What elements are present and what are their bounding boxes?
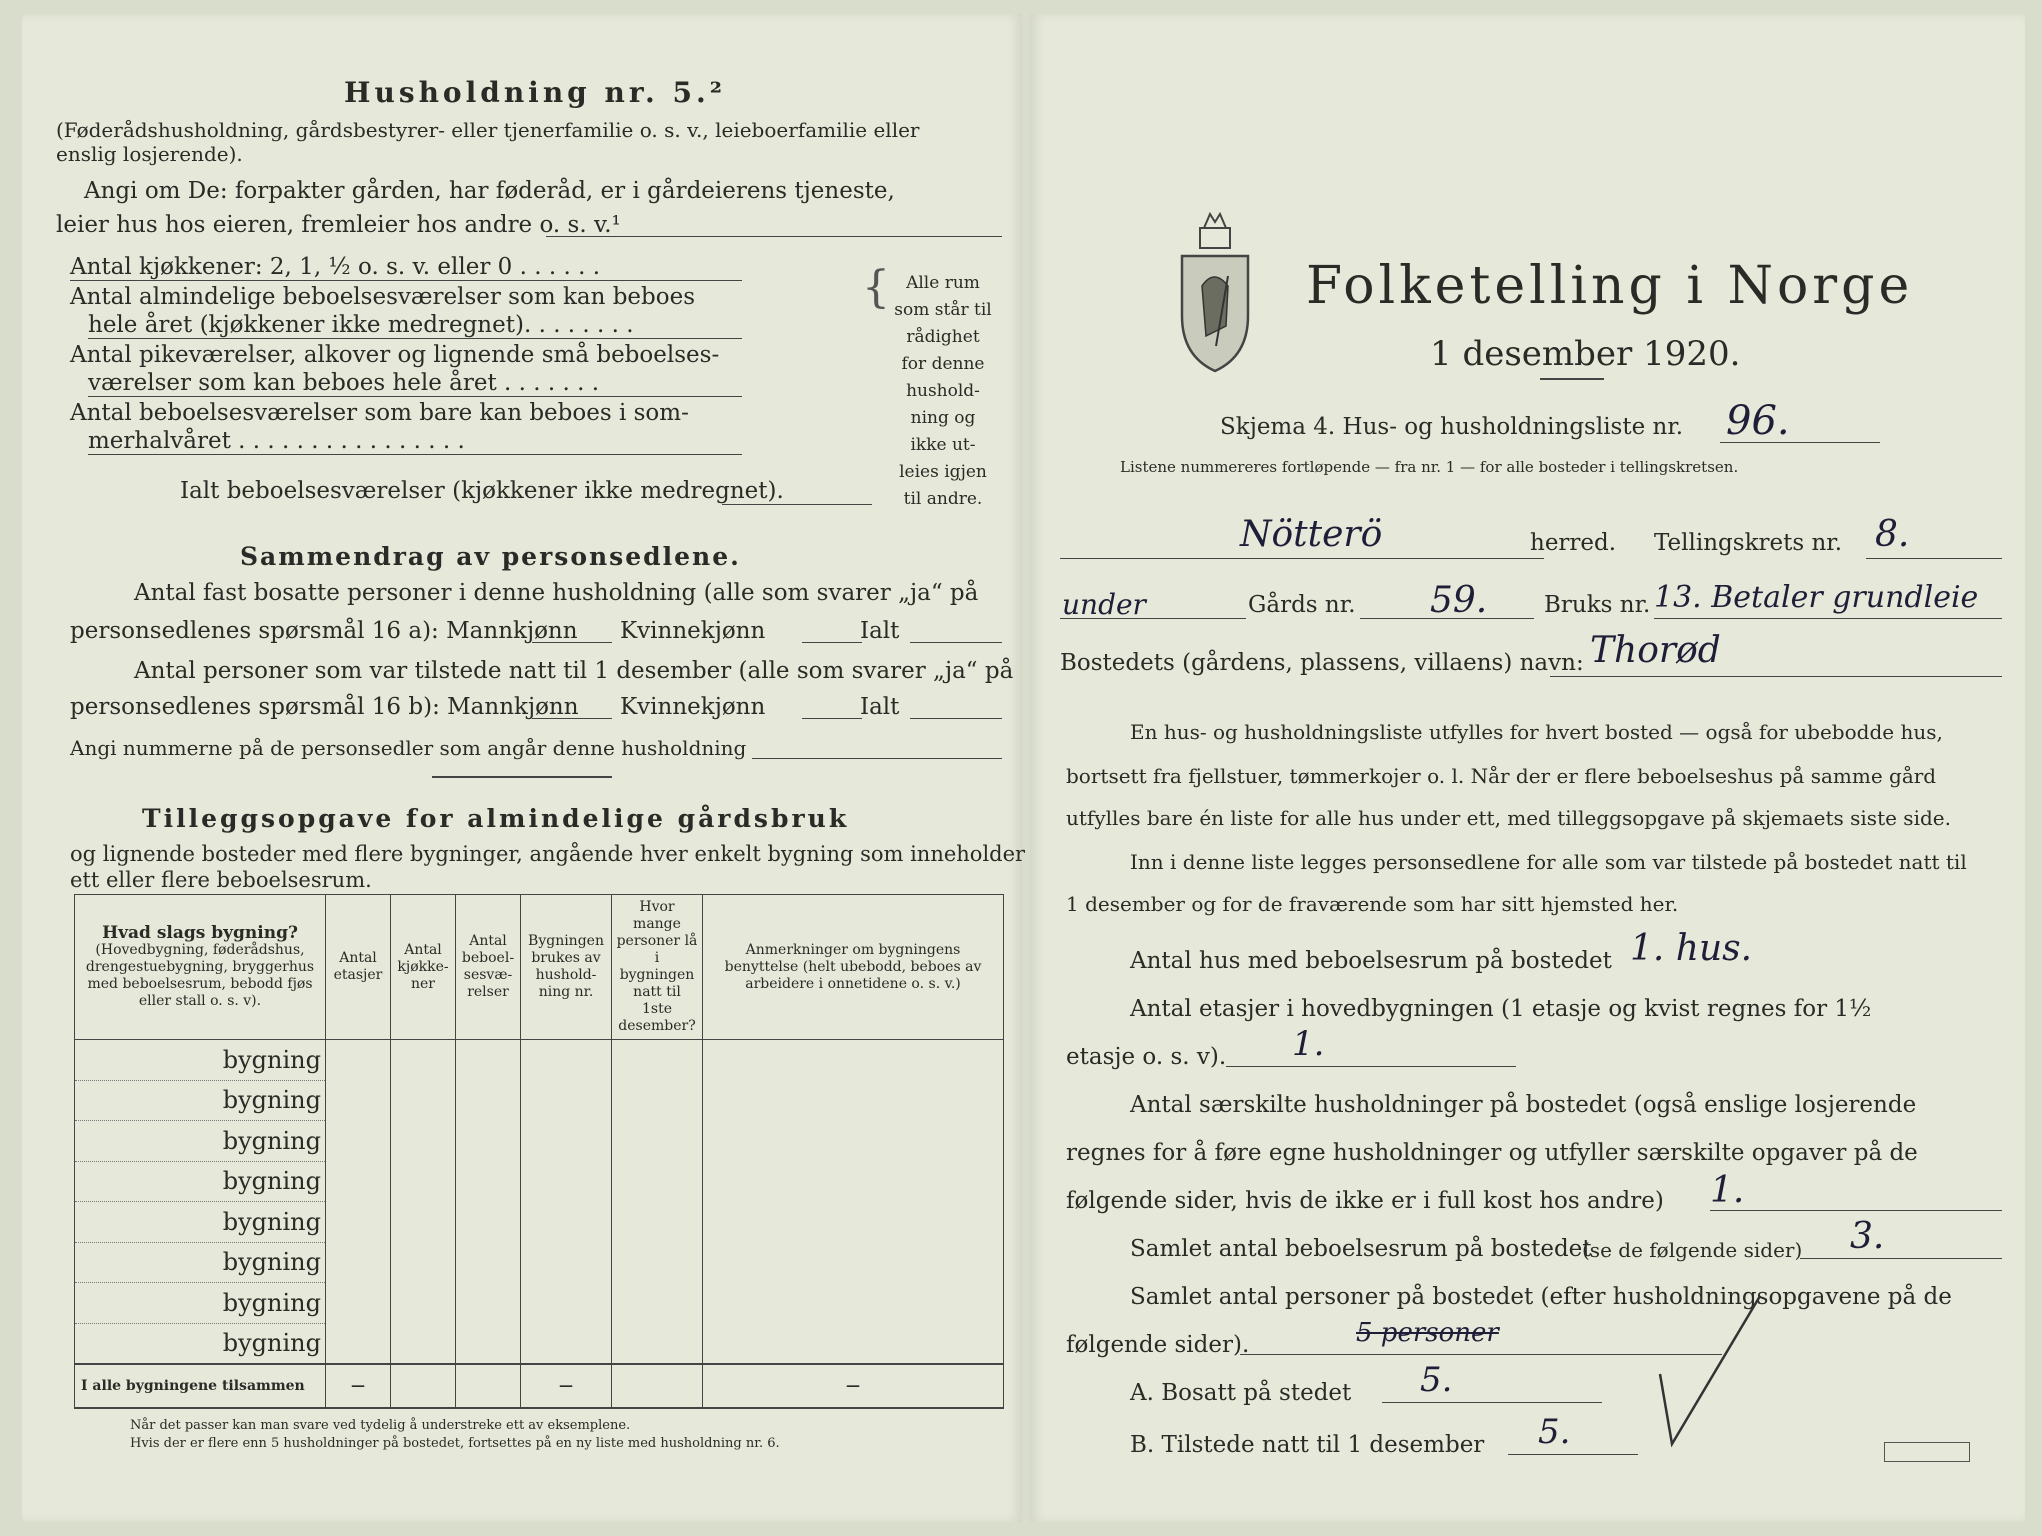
total-rooms-label: Ialt beboelsesværelser (kjøkkener ikke medregnet). [180, 478, 784, 504]
table-cell [326, 1283, 391, 1324]
building-row-label: bygning [75, 1121, 326, 1162]
table-cell [521, 1283, 612, 1324]
sersk-line-3: følgende sider, hvis de ikke er i full kost hos andre) [1066, 1188, 1664, 1214]
household-subtitle-2: enslig losjerende). [56, 142, 243, 166]
tellingskrets-label: Tellingskrets nr. [1654, 530, 1843, 556]
sum-dash: — [521, 1364, 612, 1408]
bruks-number: 13. Betaler grundleie [1654, 580, 1979, 615]
table-row [75, 1202, 1004, 1243]
table-cell [456, 1323, 521, 1364]
tilstede-label: B. Tilstede natt til 1 desember [1130, 1432, 1485, 1458]
col-header-rooms: Antal beboel-sesvæ-relser [456, 895, 521, 1040]
table-cell [521, 1121, 612, 1162]
samlet-pers-line-1: Samlet antal personer på bostedet (efter husholdningsopgavene på de [1130, 1284, 1952, 1310]
summary-title: Sammendrag av personsedlene. [240, 542, 741, 571]
skjema-number: 96. [1726, 398, 1790, 444]
table-cell [703, 1161, 1004, 1202]
hus-value: 1. hus. [1630, 928, 1753, 969]
table-cell [326, 1040, 391, 1081]
table-cell [391, 1040, 456, 1081]
table-row [75, 1161, 1004, 1202]
sersk-line-2: regnes for å føre egne husholdninger og utfyller særskilte opgaver på de [1066, 1140, 1918, 1166]
summary-line-1a: Antal fast bosatte personer i denne husholdning (alle som svarer „ja“ på [134, 580, 979, 606]
etasjer-value: 1. [1292, 1024, 1325, 1064]
table-row [75, 1242, 1004, 1283]
footnote-2: Hvis der er flere enn 5 husholdninger på bostedet, fortsettes på en ny liste med husholdning nr. 6. [130, 1436, 780, 1451]
skjema-label: Skjema 4. Hus- og husholdningsliste nr. [1220, 414, 1684, 440]
summary-line-2a: Antal personer som var tilstede natt til 1 desember (alle som svarer „ja“ på [134, 658, 1014, 684]
bosted-value: Thorød [1590, 630, 1721, 671]
footnote-1: Når det passer kan man svare ved tydelig å understreke ett av eksemplene. [130, 1418, 631, 1433]
listene-note: Listene nummereres fortløpende — fra nr. 1 — for alle bosteder i tellingskretsen. [1120, 458, 1739, 476]
census-title: Folketelling i Norge [1306, 256, 1914, 316]
sersk-line-1: Antal særskilte husholdninger på bostedet (også enslige losjerende [1130, 1092, 1917, 1118]
table-cell [391, 1364, 456, 1408]
angi-nummerne: Angi nummerne på de personsedler som angår denne husholdning [70, 736, 747, 760]
household-subtitle: (Føderådshusholdning, gårdsbestyrer- eller tjenerfamilie o. s. v., leieboerfamilie eller [56, 118, 920, 142]
col-header-persons: Hvor mange personer lå i bygningen natt til 1ste desember? [612, 895, 703, 1040]
bosted-label: Bostedets (gårdens, plassens, villaens) navn: [1060, 650, 1584, 676]
herred-value: Nötterö [1240, 514, 1383, 555]
table-cell [612, 1121, 703, 1162]
table-cell [456, 1364, 521, 1408]
samlet-rom-value: 3. [1850, 1216, 1885, 1257]
tellingskrets-number: 8. [1875, 514, 1910, 555]
table-cell [456, 1242, 521, 1283]
table-cell [521, 1202, 612, 1243]
tilstede-value: 5. [1538, 1412, 1571, 1452]
table-cell [703, 1323, 1004, 1364]
building-row-label: bygning [75, 1202, 326, 1243]
bruks-label: Bruks nr. [1544, 592, 1651, 618]
hus-label: Antal hus med beboelsesrum på bostedet [1130, 948, 1612, 974]
under-value: under [1062, 588, 1146, 621]
col-header-type: Hvad slags bygning? (Hovedbygning, føderådshus, drengestuebygning, bryggerhus med beboelsesrum, bebodd fjøs eller stall o. s. v). [75, 895, 326, 1040]
table-cell [612, 1080, 703, 1121]
col-header-kitchens: Antal kjøkke-ner [391, 895, 456, 1040]
etasjer-line-2: etasje o. s. v). [1066, 1044, 1227, 1070]
table-cell [391, 1242, 456, 1283]
table-cell [391, 1283, 456, 1324]
table-cell [612, 1364, 703, 1408]
gards-number: 59. [1430, 580, 1488, 621]
table-cell [612, 1040, 703, 1081]
table-cell [456, 1121, 521, 1162]
angi-line-2: leier hus hos eieren, fremleier hos andre o. s. v.¹ [56, 212, 621, 238]
right-page [1030, 14, 2025, 1522]
gards-label: Gårds nr. [1248, 592, 1356, 618]
brace: { [862, 262, 890, 313]
col-header-household: Bygningen brukes av hushold-ning nr. [521, 895, 612, 1040]
table-cell [703, 1283, 1004, 1324]
building-row-label: bygning [75, 1283, 326, 1324]
summary-total-2: Ialt [860, 694, 900, 720]
samlet-rom-note: (se de følgende sider) [1582, 1238, 1803, 1262]
census-date: 1 desember 1920. [1430, 334, 1741, 374]
table-cell [703, 1202, 1004, 1243]
table-cell [326, 1242, 391, 1283]
para-5: 1 desember og for de fraværende som har sitt hjemsted her. [1066, 892, 1679, 916]
left-page [22, 14, 1026, 1522]
samlet-rom-label: Samlet antal beboelsesrum på bostedet [1130, 1236, 1592, 1262]
table-cell [391, 1121, 456, 1162]
table-cell [612, 1242, 703, 1283]
checkmark-icon [1650, 1294, 1770, 1454]
sum-dash: — [326, 1364, 391, 1408]
coat-of-arms-icon [1176, 206, 1254, 376]
summary-total-1: Ialt [860, 618, 900, 644]
table-sum-row [75, 1364, 1004, 1408]
table-cell [326, 1202, 391, 1243]
table-cell [612, 1323, 703, 1364]
bosatt-value: 5. [1420, 1360, 1453, 1400]
sum-dash: — [703, 1364, 1004, 1408]
herred-label: herred. [1530, 530, 1617, 556]
building-row-label: bygning [75, 1242, 326, 1283]
rooms-label-b: hele året (kjøkkener ikke medregnet). . . . . . . . [88, 312, 634, 338]
table-cell [521, 1161, 612, 1202]
table-cell [703, 1080, 1004, 1121]
summer-rooms-label-a: Antal beboelsesværelser som bare kan beboes i som- [70, 400, 689, 426]
sum-label: I alle bygningene tilsammen [75, 1364, 326, 1408]
table-cell [521, 1040, 612, 1081]
table-row [75, 1323, 1004, 1364]
angi-line-1: Angi om De: forpakter gården, har føderåd, er i gårdeierens tjeneste, [84, 178, 895, 204]
table-cell [326, 1121, 391, 1162]
building-row-label: bygning [75, 1161, 326, 1202]
tillegg-line-1: og lignende bosteder med flere bygninger, angående hver enkelt bygning som inneholder [70, 842, 1026, 866]
table-cell [456, 1040, 521, 1081]
table-cell [326, 1323, 391, 1364]
table-row [75, 1040, 1004, 1081]
table-row [75, 1121, 1004, 1162]
table-row [75, 1283, 1004, 1324]
building-row-label: bygning [75, 1323, 326, 1364]
para-4: Inn i denne liste legges personsedlene for alle som var tilstede på bostedet natt til [1130, 850, 1967, 874]
table-cell [703, 1242, 1004, 1283]
summary-female-1: Kvinnekjønn [620, 618, 766, 644]
table-cell [456, 1202, 521, 1243]
table-cell [391, 1323, 456, 1364]
small-rooms-label-b: værelser som kan beboes hele året . . . . . . . [88, 370, 600, 396]
table-cell [391, 1202, 456, 1243]
printer-stamp [1884, 1442, 1970, 1462]
summer-rooms-label-b: merhalvåret . . . . . . . . . . . . . . . . [88, 428, 465, 454]
rooms-label-a: Antal almindelige beboelsesværelser som kan beboes [70, 284, 696, 310]
table-cell [456, 1080, 521, 1121]
sersk-value: 1. [1710, 1170, 1745, 1211]
building-row-label: bygning [75, 1040, 326, 1081]
table-cell [326, 1080, 391, 1121]
table-cell [521, 1080, 612, 1121]
summary-line-1b: personsedlenes spørsmål 16 a): Mannkjønn [70, 618, 578, 644]
table-row [75, 1080, 1004, 1121]
col-header-floors: Antal etasjer [326, 895, 391, 1040]
etasjer-line-1: Antal etasjer i hovedbygningen (1 etasje og kvist regnes for 1½ [1130, 996, 1872, 1022]
bosatt-label: A. Bosatt på stedet [1130, 1380, 1352, 1406]
para-1: En hus- og husholdningsliste utfylles for hvert bosted — også for ubebodde hus, [1130, 720, 1943, 744]
building-row-label: bygning [75, 1080, 326, 1121]
building-table [74, 894, 1004, 1409]
table-cell [521, 1323, 612, 1364]
small-rooms-label-a: Antal pikeværelser, alkover og lignende små beboelses- [70, 342, 720, 368]
table-cell [391, 1080, 456, 1121]
samlet-pers-line-2: følgende sider). [1066, 1332, 1250, 1358]
table-cell [703, 1121, 1004, 1162]
col-header-remarks: Anmerkninger om bygningens benyttelse (helt ubebodd, beboes av arbeidere i onnetidene o. s. v.) [703, 895, 1004, 1040]
table-cell [456, 1161, 521, 1202]
para-3: utfylles bare én liste for alle hus under ett, med tilleggsopgave på skjemaets siste side. [1066, 806, 1951, 830]
table-cell [326, 1161, 391, 1202]
para-2: bortsett fra fjellstuer, tømmerkojer o. l. Når der er flere beboelseshus på samme gård [1066, 764, 1937, 788]
table-cell [521, 1242, 612, 1283]
table-cell [612, 1283, 703, 1324]
table-cell [456, 1283, 521, 1324]
table-cell [612, 1202, 703, 1243]
summary-line-2b: personsedlenes spørsmål 16 b): Mannkjønn [70, 694, 579, 720]
table-cell [391, 1161, 456, 1202]
side-note: Alle rum som står til rådighet for denne hushold- ning og ikke ut- leies igjen til andre. [894, 273, 992, 509]
samlet-pers-value: 5 personer [1356, 1318, 1499, 1348]
kitchens-label: Antal kjøkkener: 2, 1, ½ o. s. v. eller 0 . . . . . . [70, 254, 601, 280]
tillegg-title: Tilleggsopgave for almindelige gårdsbruk [142, 804, 850, 833]
household-title: Husholdning nr. 5.² [344, 76, 727, 109]
table-cell [612, 1161, 703, 1202]
summary-female-2: Kvinnekjønn [620, 694, 766, 720]
tillegg-line-2: ett eller flere beboelsesrum. [70, 868, 372, 892]
table-cell [703, 1040, 1004, 1081]
